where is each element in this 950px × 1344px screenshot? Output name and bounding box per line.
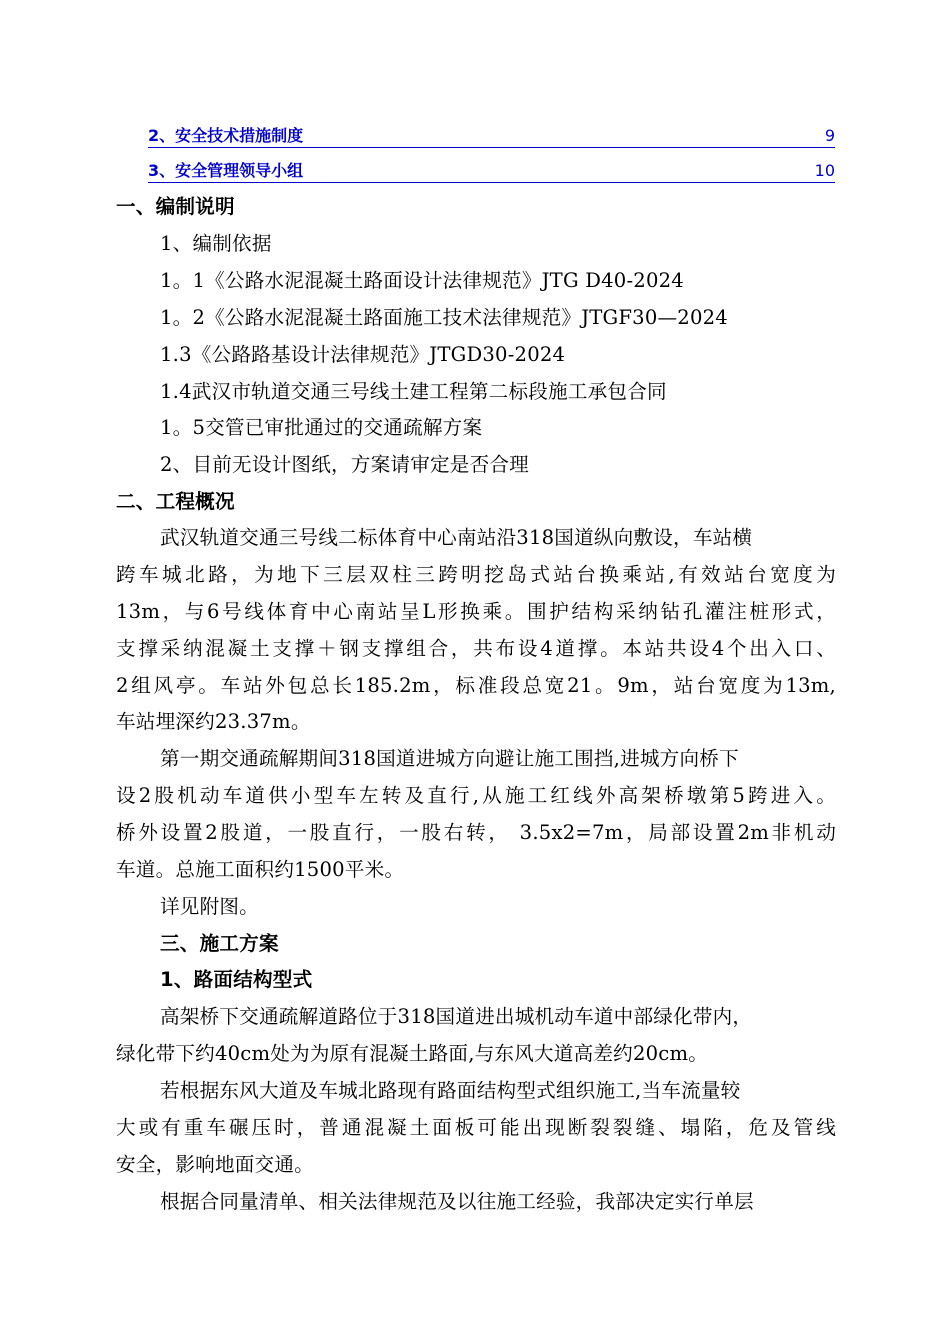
note-item: 2、目前无设计图纸，方案请审定是否合理 (160, 453, 529, 476)
reference-item: 1.3《公路路基设计法律规范》JTGD30-2024 (160, 343, 566, 366)
subsection-heading: 1、路面结构型式 (160, 968, 313, 991)
body-text-line: 若根据东风大道及车城北路现有路面结构型式组织施工,当车流量较 (160, 1079, 741, 1102)
body-text-line: 武汉轨道交通三号线二标体育中心南站沿318国道纵向敷设，车站横 (160, 526, 753, 549)
subsection-heading: 1、编制依据 (160, 232, 272, 255)
reference-item: 1。1《公路水泥混凝土路面设计法律规范》JTG D40-2024 (160, 269, 684, 292)
body-text-line: 车站埋深约23.37m。 (116, 710, 311, 733)
reference-item: 1.4武汉市轨道交通三号线土建工程第二标段施工承包合同 (160, 380, 667, 403)
body-text-line: 根据合同量清单、相关法律规范及以往施工经验，我部决定实行单层 (160, 1190, 754, 1213)
body-text-line: 大或有重车碾压时，普通混凝土面板可能出现断裂裂缝、塌陷，危及管线 (116, 1116, 836, 1139)
body-text-line: 安全，影响地面交通。 (116, 1153, 314, 1176)
toc-entry[interactable] (148, 125, 835, 148)
body-text-line: 车道。总施工面积约1500平米。 (116, 858, 405, 881)
body-text-line: 13m，与6号线体育中心南站呈L形换乘。围护结构采纳钻孔灌注桩形式， (116, 600, 836, 623)
reference-item: 1。2《公路水泥混凝土路面施工技术法律规范》JTGF30—2024 (160, 306, 728, 329)
toc-entry-label: 2、安全技术措施制度 (148, 126, 304, 145)
toc-entry-label: 3、安全管理领导小组 (148, 161, 304, 180)
body-text-line: 第一期交通疏解期间318国道进城方向避让施工围挡,进城方向桥下 (160, 747, 739, 770)
body-text-line: 详见附图。 (160, 895, 259, 918)
reference-item: 1。5交管已审批通过的交通疏解方案 (160, 416, 483, 439)
section-heading: 二、工程概况 (116, 490, 235, 513)
body-text-line: 桥外设置2股道，一股直行，一股右转， 3.5x2=7m，局部设置2m非机动 (116, 821, 836, 844)
toc-entry-page: 9 (824, 126, 835, 145)
body-text-line: 支撑采纳混凝土支撑＋钢支撑组合，共布设4道撑。本站共设4个出入口、 (116, 637, 836, 660)
body-text-line: 跨车城北路，为地下三层双柱三跨明挖岛式站台换乘站,有效站台宽度为 (116, 563, 836, 586)
toc-entry-page: 10 (814, 161, 835, 180)
body-text-line: 高架桥下交通疏解道路位于318国道进出城机动车道中部绿化带内， (160, 1005, 753, 1028)
body-text-line: 2组风亭。车站外包总长185.2m，标准段总宽21。9m，站台宽度为13m, (116, 674, 836, 697)
toc-entry[interactable] (148, 160, 835, 183)
body-text-line: 绿化带下约40cm处为为原有混凝土路面,与东风大道高差约20cm。 (116, 1042, 709, 1065)
body-text-line: 设2股机动车道供小型车左转及直行,从施工红线外高架桥墩第5跨进入。 (116, 784, 836, 807)
section-heading: 一、编制说明 (116, 195, 235, 218)
section-heading: 三、施工方案 (160, 932, 279, 955)
